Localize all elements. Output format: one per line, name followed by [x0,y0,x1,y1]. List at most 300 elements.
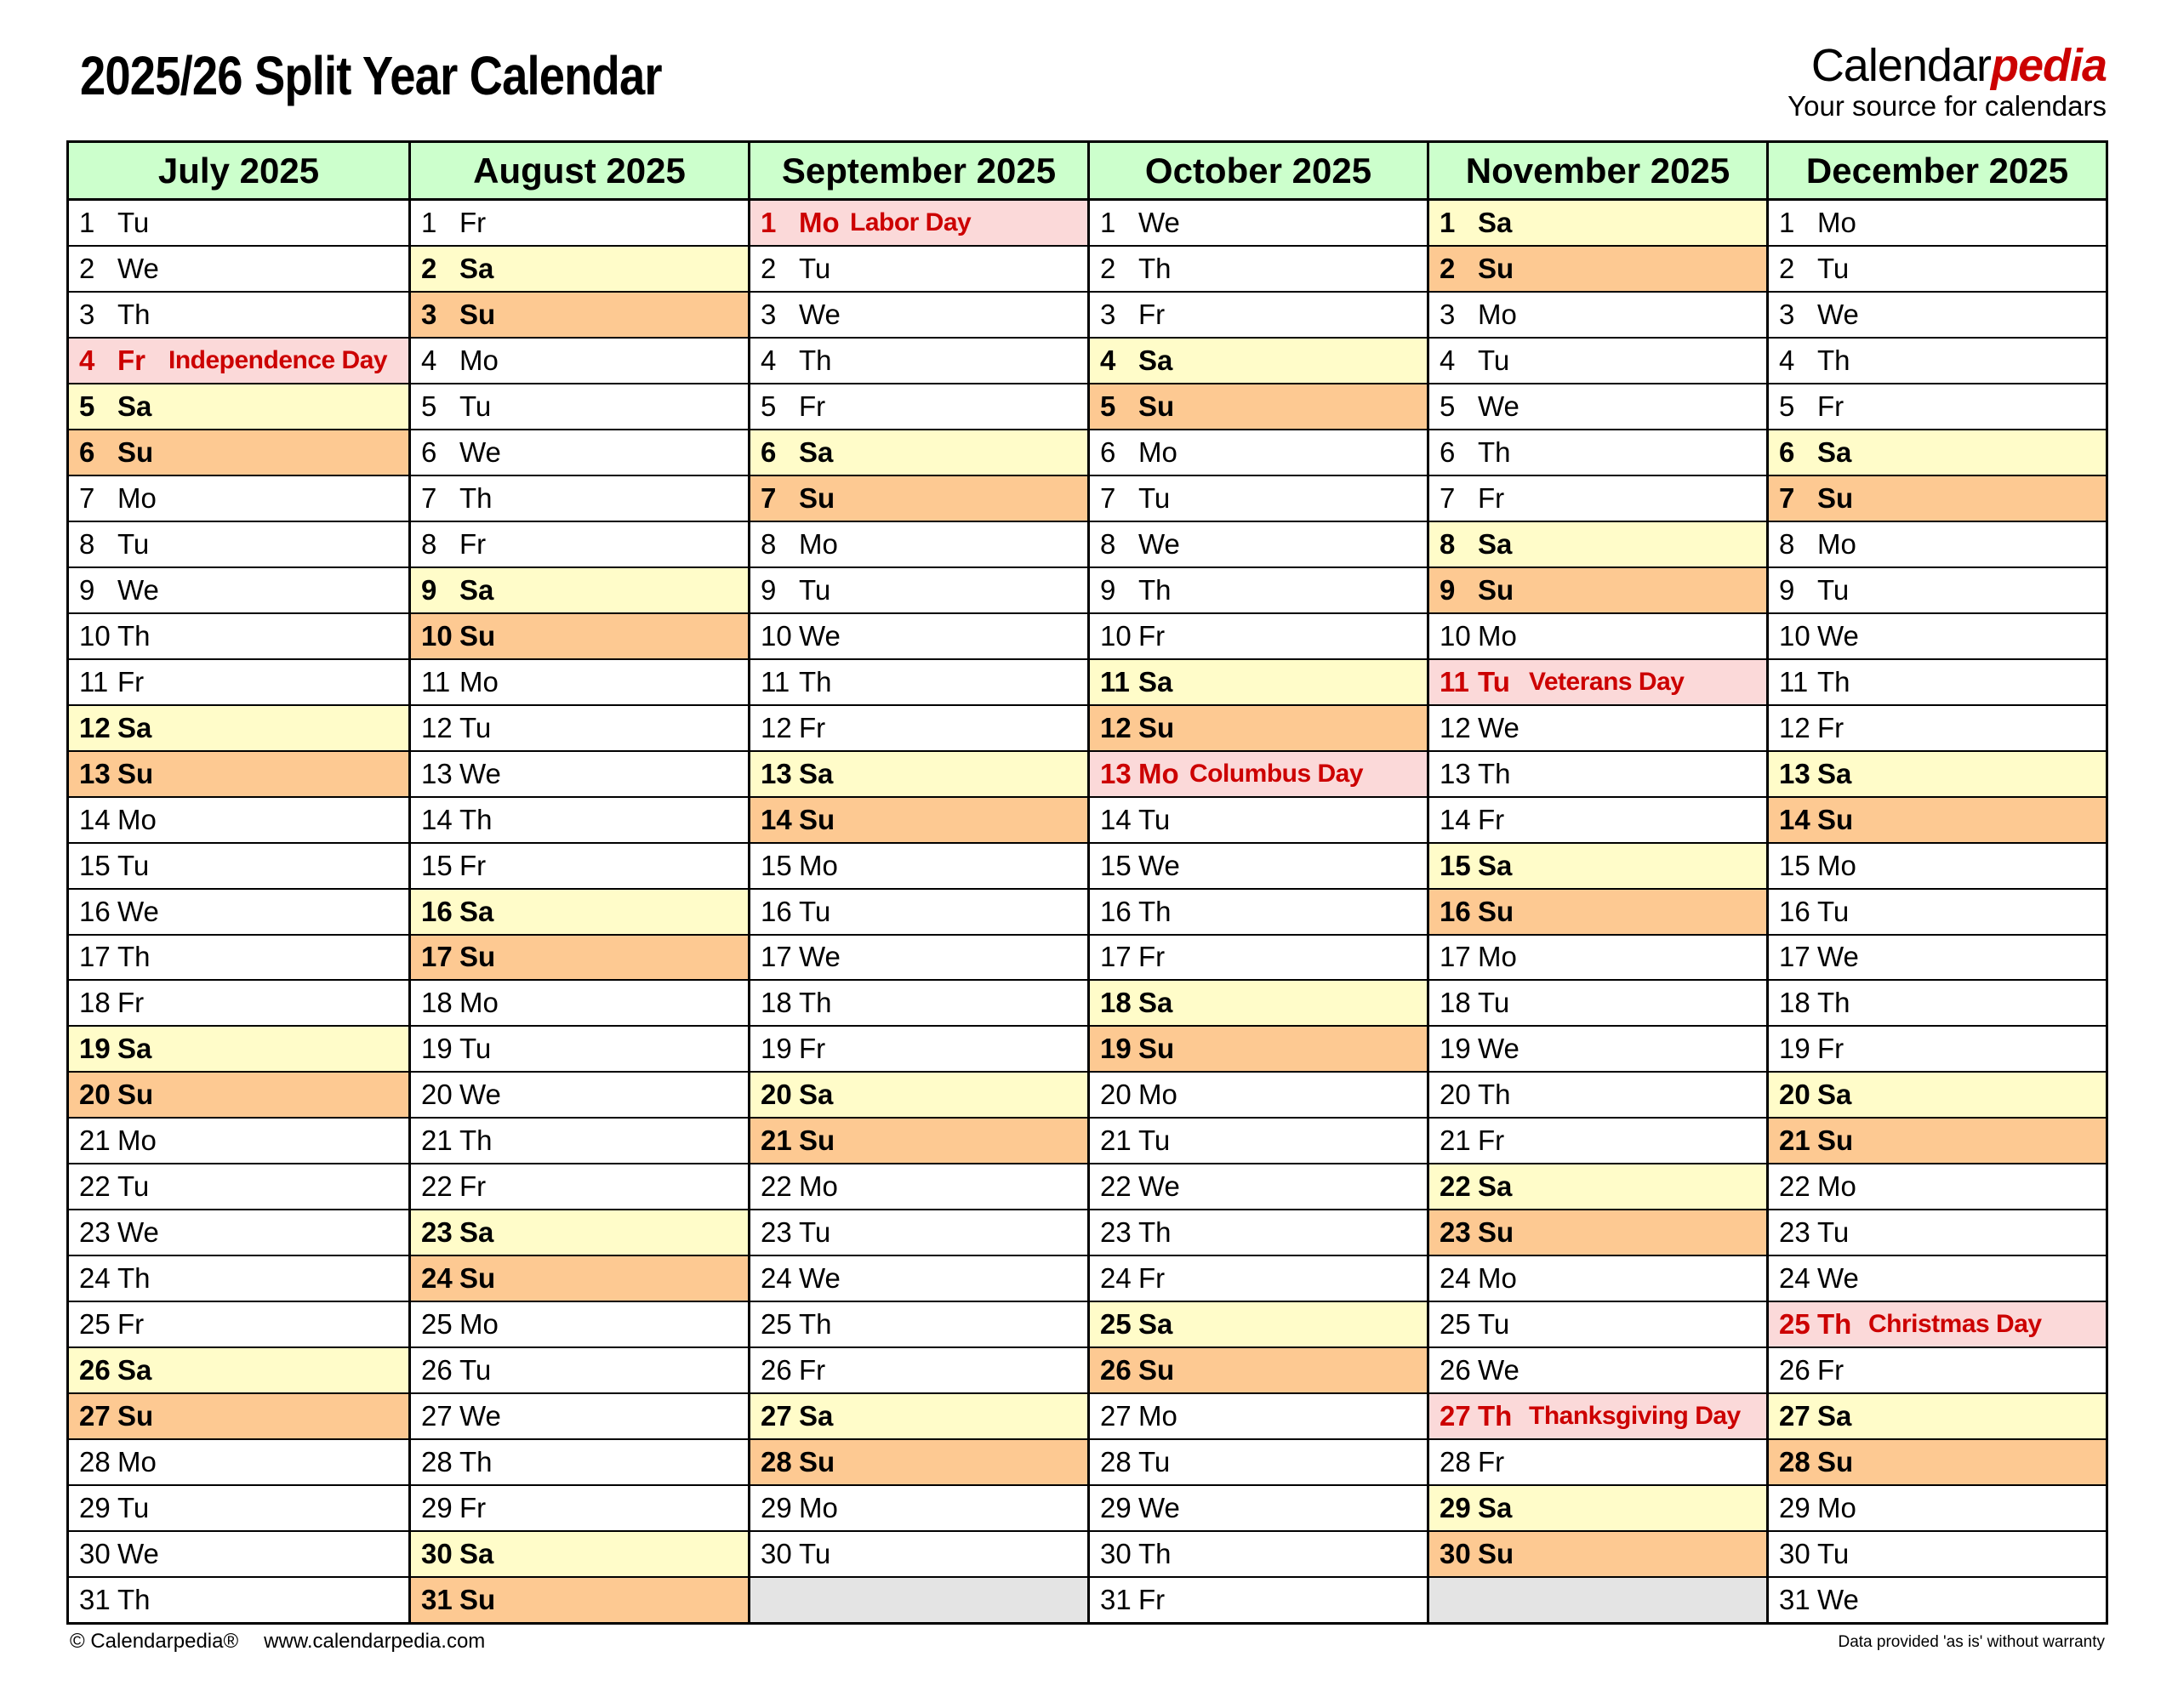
day-cell [1429,521,1766,566]
day-cell [1429,888,1766,934]
day-weekday: We [1478,1354,1519,1386]
day-cell [1429,704,1766,750]
day-cell [1090,1163,1427,1209]
day-cell [1769,1163,2106,1209]
day-cell [1769,612,2106,658]
day-cell [1090,979,1427,1025]
day-number: 29 [1779,1492,1810,1524]
day-weekday: Sa [1817,1079,1852,1111]
day-number: 6 [421,436,437,468]
day-cell [411,1576,748,1622]
month-header: September 2025 [750,143,1087,201]
day-cell [69,1346,408,1392]
day-weekday: Mo [117,481,157,514]
day-number: 2 [1440,252,1456,284]
day-number: 10 [1440,619,1471,652]
day-weekday: Sa [799,1400,834,1432]
day-cell [1429,934,1766,980]
day-cell [69,1301,408,1346]
day-number: 9 [761,573,777,606]
day-number: 6 [1440,436,1456,468]
day-weekday: Mo [1478,619,1517,652]
day-number: 11 [1779,665,1809,697]
day-cell [1769,1025,2106,1071]
day-number: 29 [1440,1492,1471,1524]
day-weekday: Tu [1478,344,1510,376]
day-cell [1429,750,1766,796]
day-number: 24 [1100,1262,1132,1295]
day-cell [411,475,748,521]
day-number: 6 [1100,436,1116,468]
day-weekday: Tu [1817,573,1850,606]
day-number: 15 [761,849,792,881]
day-number: 8 [1779,527,1795,560]
footer-disclaimer: Data provided 'as is' without warranty [1838,1633,2105,1651]
day-weekday: Th [1817,665,1850,697]
day-number: 7 [1100,481,1116,514]
holiday-label: Columbus Day [1189,759,1364,788]
day-cell [750,934,1087,980]
day-weekday: Tu [459,711,492,743]
day-number: 23 [79,1216,111,1249]
day-weekday: Tu [1478,665,1510,697]
day-number: 14 [761,803,792,835]
day-weekday: Tu [1138,481,1171,514]
day-weekday: Fr [459,849,487,881]
day-weekday: Fr [1478,481,1505,514]
day-cell [411,1209,748,1255]
day-weekday: Fr [1138,619,1166,652]
day-weekday: Su [459,941,496,973]
day-cell [1429,1484,1766,1530]
brand-tagline: Your source for calendars [1787,90,2107,122]
day-cell [69,888,408,934]
day-weekday: Fr [1138,1262,1166,1295]
day-number: 23 [761,1216,792,1249]
day-weekday: Sa [799,757,834,789]
day-weekday: Mo [1138,1079,1177,1111]
day-number: 10 [1779,619,1810,652]
day-cell [1429,796,1766,842]
day-weekday: Su [799,1446,835,1478]
day-weekday: Sa [459,1538,494,1570]
day-weekday: Sa [1478,849,1513,881]
day-weekday: Th [459,481,493,514]
day-number: 24 [421,1262,453,1295]
day-cell [69,521,408,566]
day-cell [750,704,1087,750]
day-weekday: We [799,298,841,330]
holiday-label: Labor Day [850,208,972,236]
day-weekday: Mo [1817,527,1856,560]
day-weekday: Mo [1478,941,1517,973]
day-cell [69,1025,408,1071]
footer-url-link[interactable]: www.calendarpedia.com [264,1630,486,1653]
day-number: 20 [1100,1079,1132,1111]
day-weekday: Fr [1817,390,1844,422]
day-number: 12 [1779,711,1810,743]
day-number: 26 [1440,1354,1471,1386]
day-weekday: Fr [459,1170,487,1203]
month-column [408,143,748,1622]
day-cell [750,612,1087,658]
day-number: 25 [79,1308,111,1341]
day-number: 3 [79,298,95,330]
day-cell [1769,1484,2106,1530]
day-weekday: We [117,252,159,284]
day-cell [1429,1255,1766,1301]
day-cell [1769,201,2106,245]
day-cell [411,1484,748,1530]
day-weekday: Su [1138,390,1175,422]
day-cell [1769,934,2106,980]
day-number: 17 [1100,941,1132,973]
day-weekday: Th [1138,1538,1172,1570]
day-number: 23 [1100,1216,1132,1249]
day-weekday: Fr [1817,711,1844,743]
day-weekday: Th [1478,1079,1511,1111]
day-weekday: Th [117,298,151,330]
empty-day-cell [1429,1576,1766,1622]
day-number: 29 [1100,1492,1132,1524]
day-number: 2 [1779,252,1795,284]
day-weekday: We [117,573,159,606]
day-cell [1769,796,2106,842]
day-weekday: Su [459,1262,496,1295]
day-number: 3 [1779,298,1795,330]
day-cell [1429,245,1766,291]
day-cell [750,796,1087,842]
day-weekday: Su [1138,1033,1175,1065]
day-number: 12 [1100,711,1132,743]
day-weekday: Fr [799,711,826,743]
day-number: 25 [1100,1308,1132,1341]
day-cell [750,245,1087,291]
day-number: 30 [79,1538,111,1570]
day-weekday: We [1478,1033,1519,1065]
day-weekday: We [1817,941,1859,973]
day-weekday: Mo [799,527,838,560]
day-cell [750,475,1087,521]
day-cell [1429,383,1766,429]
day-cell [1090,1530,1427,1576]
day-number: 7 [1779,481,1795,514]
day-cell [411,1530,748,1576]
day-cell [69,1209,408,1255]
day-weekday: Sa [459,573,494,606]
day-cell [1769,1530,2106,1576]
day-cell [750,566,1087,612]
day-cell [1429,612,1766,658]
day-number: 9 [1100,573,1116,606]
day-number: 30 [1779,1538,1810,1570]
day-cell [1769,291,2106,337]
day-number: 2 [1100,252,1116,284]
day-number: 15 [421,849,453,881]
day-cell [750,658,1087,704]
day-weekday: Sa [1478,527,1513,560]
day-number: 16 [1440,895,1471,927]
day-number: 4 [1440,344,1456,376]
day-number: 22 [79,1170,111,1203]
day-weekday: Sa [1817,1400,1852,1432]
day-weekday: Tu [117,1492,150,1524]
day-weekday: Tu [1138,1446,1171,1478]
day-weekday: Sa [1817,757,1852,789]
day-number: 2 [79,252,95,284]
day-number: 1 [79,206,95,238]
day-cell [411,1071,748,1117]
day-number: 7 [79,481,95,514]
day-cell [69,201,408,245]
day-number: 14 [79,803,111,835]
day-cell [1429,842,1766,888]
day-number: 6 [79,436,95,468]
day-weekday: Tu [459,1354,492,1386]
day-number: 30 [761,1538,792,1570]
day-weekday: Sa [1138,1308,1173,1341]
day-weekday: Su [459,1584,496,1616]
day-cell [1769,1255,2106,1301]
day-weekday: Tu [1817,1216,1850,1249]
day-cell [411,245,748,291]
day-weekday: Su [1478,1216,1514,1249]
day-weekday: Su [1138,711,1175,743]
day-number: 5 [1779,390,1795,422]
brand-name-red: pedia [1990,40,2107,91]
day-number: 21 [1440,1124,1471,1157]
day-cell [1429,1025,1766,1071]
day-weekday: Tu [799,252,831,284]
day-number: 19 [1779,1033,1810,1065]
day-number: 1 [1440,206,1456,238]
day-weekday: Tu [1478,1308,1510,1341]
brand-name-black: Calendar [1810,40,1991,91]
day-number: 28 [421,1446,453,1478]
day-weekday: Mo [799,1170,838,1203]
day-weekday: Tu [799,895,831,927]
day-weekday: Th [1817,987,1850,1019]
day-weekday: Mo [1138,1400,1177,1432]
day-cell [1429,1163,1766,1209]
day-number: 10 [761,619,792,652]
day-number: 21 [1779,1124,1810,1157]
day-number: 12 [761,711,792,743]
day-cell [69,1484,408,1530]
day-number: 20 [1779,1079,1810,1111]
day-number: 13 [1440,757,1471,789]
day-weekday: Fr [1817,1033,1844,1065]
day-number: 16 [761,895,792,927]
day-weekday: Su [1817,1446,1854,1478]
day-cell [1090,1117,1427,1163]
day-cell [750,1025,1087,1071]
day-cell [411,750,748,796]
day-cell [69,612,408,658]
day-weekday: Sa [459,252,494,284]
day-number: 4 [421,344,437,376]
day-weekday: We [459,1400,501,1432]
day-weekday: Sa [1138,987,1173,1019]
day-weekday: We [459,436,501,468]
day-weekday: Mo [459,344,499,376]
day-weekday: Fr [117,665,145,697]
day-cell [69,842,408,888]
day-weekday: Mo [459,1308,499,1341]
day-number: 22 [761,1170,792,1203]
day-weekday: Mo [1817,1492,1856,1524]
day-weekday: Fr [799,390,826,422]
day-weekday: Sa [1478,206,1513,238]
day-weekday: Mo [1138,436,1177,468]
day-number: 8 [761,527,777,560]
holiday-label: Thanksgiving Day [1529,1402,1741,1431]
day-cell [1769,1392,2106,1438]
day-weekday: Fr [1138,1584,1166,1616]
day-cell [69,1438,408,1484]
day-number: 25 [1779,1308,1810,1341]
day-weekday: Th [459,1124,493,1157]
month-column [748,143,1087,1622]
day-cell [750,1255,1087,1301]
day-number: 10 [421,619,453,652]
day-number: 1 [1779,206,1795,238]
day-weekday: Tu [1138,1124,1171,1157]
day-weekday: Su [1478,252,1514,284]
day-cell [1429,658,1766,704]
day-number: 10 [79,619,111,652]
day-weekday: We [1138,1492,1180,1524]
day-number: 16 [1100,895,1132,927]
day-number: 31 [421,1584,453,1616]
day-weekday: Fr [1817,1354,1844,1386]
day-weekday: Fr [459,1492,487,1524]
day-cell [411,291,748,337]
day-weekday: Sa [117,1033,152,1065]
day-weekday: Fr [117,1308,145,1341]
holiday-label: Veterans Day [1529,667,1685,696]
day-weekday: Su [799,481,835,514]
day-cell [750,1163,1087,1209]
day-number: 29 [761,1492,792,1524]
day-number: 4 [79,344,95,376]
day-cell [750,1209,1087,1255]
day-number: 19 [761,1033,792,1065]
day-number: 5 [1100,390,1116,422]
brand-logo [1787,40,2107,122]
day-number: 5 [761,390,777,422]
day-weekday: Mo [799,206,840,238]
day-weekday: Th [1817,1308,1852,1341]
day-weekday: Fr [1478,803,1505,835]
day-weekday: Th [117,619,151,652]
day-cell [750,1392,1087,1438]
day-cell [1090,245,1427,291]
day-weekday: Su [117,1079,154,1111]
day-number: 7 [421,481,437,514]
day-weekday: We [117,1216,159,1249]
day-cell [69,1163,408,1209]
day-cell [1090,337,1427,383]
day-weekday: Su [1817,481,1854,514]
day-number: 20 [1440,1079,1471,1111]
day-cell [411,1392,748,1438]
day-cell [1090,1346,1427,1392]
day-cell [1090,658,1427,704]
day-cell [1769,475,2106,521]
day-cell [411,383,748,429]
day-weekday: Mo [1817,849,1856,881]
day-number: 23 [421,1216,453,1249]
day-number: 14 [1779,803,1810,835]
day-weekday: Tu [799,573,831,606]
day-weekday: Tu [1478,987,1510,1019]
day-number: 19 [79,1033,111,1065]
day-cell [1769,1117,2106,1163]
day-weekday: Su [799,1124,835,1157]
day-number: 20 [79,1079,111,1111]
day-cell [1090,521,1427,566]
day-cell [750,1301,1087,1346]
day-cell [750,337,1087,383]
day-number: 7 [761,481,777,514]
day-number: 26 [761,1354,792,1386]
day-number: 21 [79,1124,111,1157]
day-weekday: Tu [799,1216,831,1249]
day-cell [1769,658,2106,704]
day-weekday: Su [117,1400,154,1432]
day-weekday: Mo [117,803,157,835]
month-header: July 2025 [69,143,408,201]
day-weekday: Fr [1138,941,1166,973]
day-weekday: Th [459,1446,493,1478]
day-weekday: Mo [799,849,838,881]
day-cell [1769,1438,2106,1484]
month-header: December 2025 [1769,143,2106,201]
footer-copyright: © Calendarpedia® [70,1630,239,1653]
day-cell [1769,1209,2106,1255]
day-weekday: Fr [459,206,487,238]
day-number: 9 [1440,573,1456,606]
day-cell [750,888,1087,934]
day-number: 30 [1440,1538,1471,1570]
month-column [69,143,408,1622]
day-weekday: Th [117,1584,151,1616]
day-weekday: Mo [1478,298,1517,330]
day-number: 29 [421,1492,453,1524]
day-number: 18 [1779,987,1810,1019]
day-number: 12 [79,711,111,743]
day-cell [750,201,1087,245]
day-weekday: Th [1817,344,1850,376]
day-number: 25 [761,1308,792,1341]
day-number: 28 [761,1446,792,1478]
day-number: 25 [1440,1308,1471,1341]
day-weekday: Sa [117,390,152,422]
day-weekday: Su [459,619,496,652]
day-cell [750,1484,1087,1530]
day-cell [1429,475,1766,521]
day-weekday: Mo [117,1124,157,1157]
day-weekday: We [799,941,841,973]
day-number: 31 [79,1584,111,1616]
day-number: 21 [421,1124,453,1157]
day-weekday: Sa [1138,665,1173,697]
day-cell [1090,842,1427,888]
day-weekday: Sa [799,1079,834,1111]
day-cell [1090,888,1427,934]
day-number: 15 [1440,849,1471,881]
